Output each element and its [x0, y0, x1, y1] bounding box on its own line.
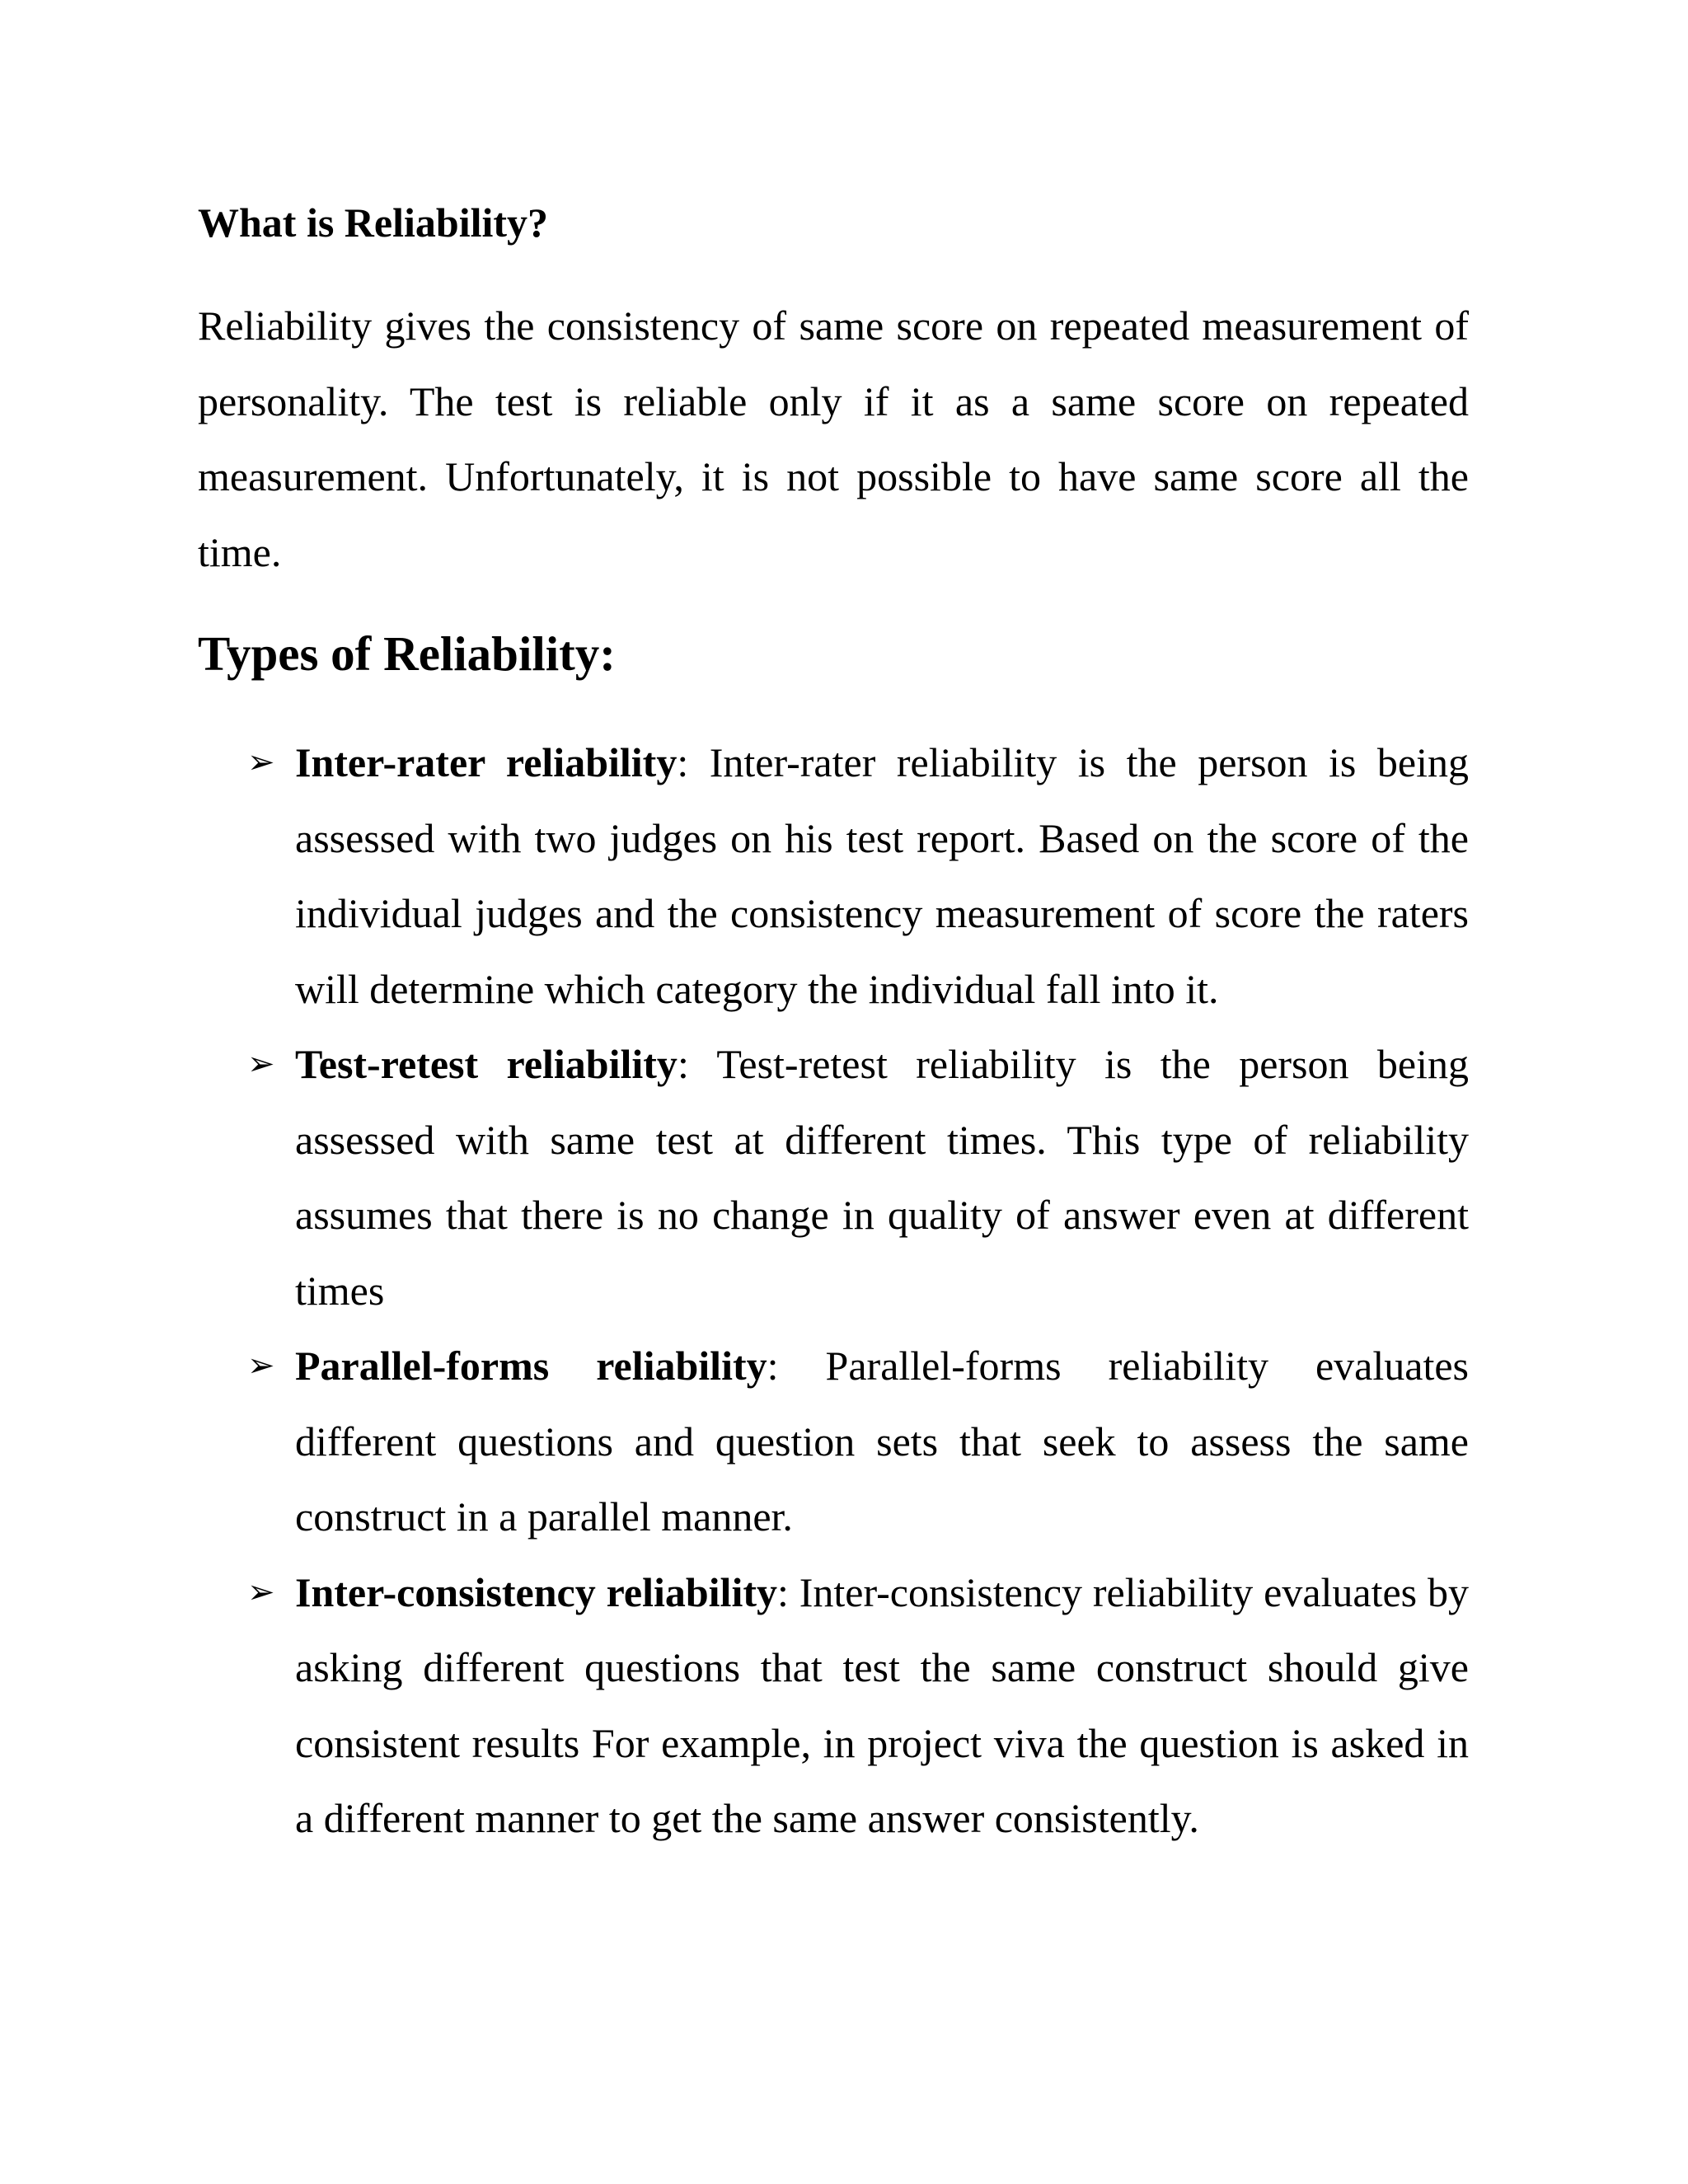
- page-heading: What is Reliability?: [198, 199, 549, 246]
- list-item-inter-consistency: [247, 1555, 1469, 1857]
- item-separator: :: [677, 1041, 717, 1087]
- item-description: Parallel-forms reliability evaluates different questions and question sets that seek to assess the same construct in a parallel manner.: [295, 1343, 1469, 1540]
- item-description: Inter-consistency reliability evaluates by asking different questions that test the same construct should give consistent results For example, in project viva the question is asked in a different manner to get the same answer consistently.: [295, 1568, 1469, 1841]
- arrow-bullet-icon: ➢: [247, 743, 275, 781]
- item-term: Inter-rater reliability: [295, 739, 678, 785]
- intro-paragraph: Reliability gives the consistency of same score on repeated measurement of personality. The test is reliable only if it as a same score on repeated measurement. Unfortunately, it is not possible to have same score all the time.: [198, 302, 1469, 575]
- item-separator: :: [677, 739, 710, 785]
- section-title: Types of Reliability:: [198, 626, 616, 681]
- item-description: Test-retest reliability is the person being assessed with same test at different times. This type of reliability assumes that there is no change in quality of answer even at different times: [295, 1041, 1469, 1314]
- list-item-test-retest: [247, 1027, 1469, 1329]
- item-separator: :: [767, 1343, 826, 1389]
- arrow-bullet-icon: ➢: [247, 1347, 275, 1385]
- list-item-parallel-forms: [247, 1329, 1469, 1555]
- item-term: Test-retest reliability: [295, 1041, 678, 1087]
- item-description: Inter-rater reliability is the person is being assessed with two judges on his test report. Based on the score of the individual judges and the consistency measurement of score the raters will determine which category the individual fall into it.: [295, 739, 1469, 1012]
- reliability-types-list: [247, 725, 1469, 1857]
- arrow-bullet-icon: ➢: [247, 1572, 275, 1611]
- item-separator: :: [777, 1568, 799, 1615]
- list-item-inter-rater: [247, 725, 1469, 1027]
- item-term: Parallel-forms reliability: [295, 1343, 767, 1389]
- arrow-bullet-icon: ➢: [247, 1045, 275, 1083]
- item-term: Inter-consistency reliability: [295, 1568, 777, 1615]
